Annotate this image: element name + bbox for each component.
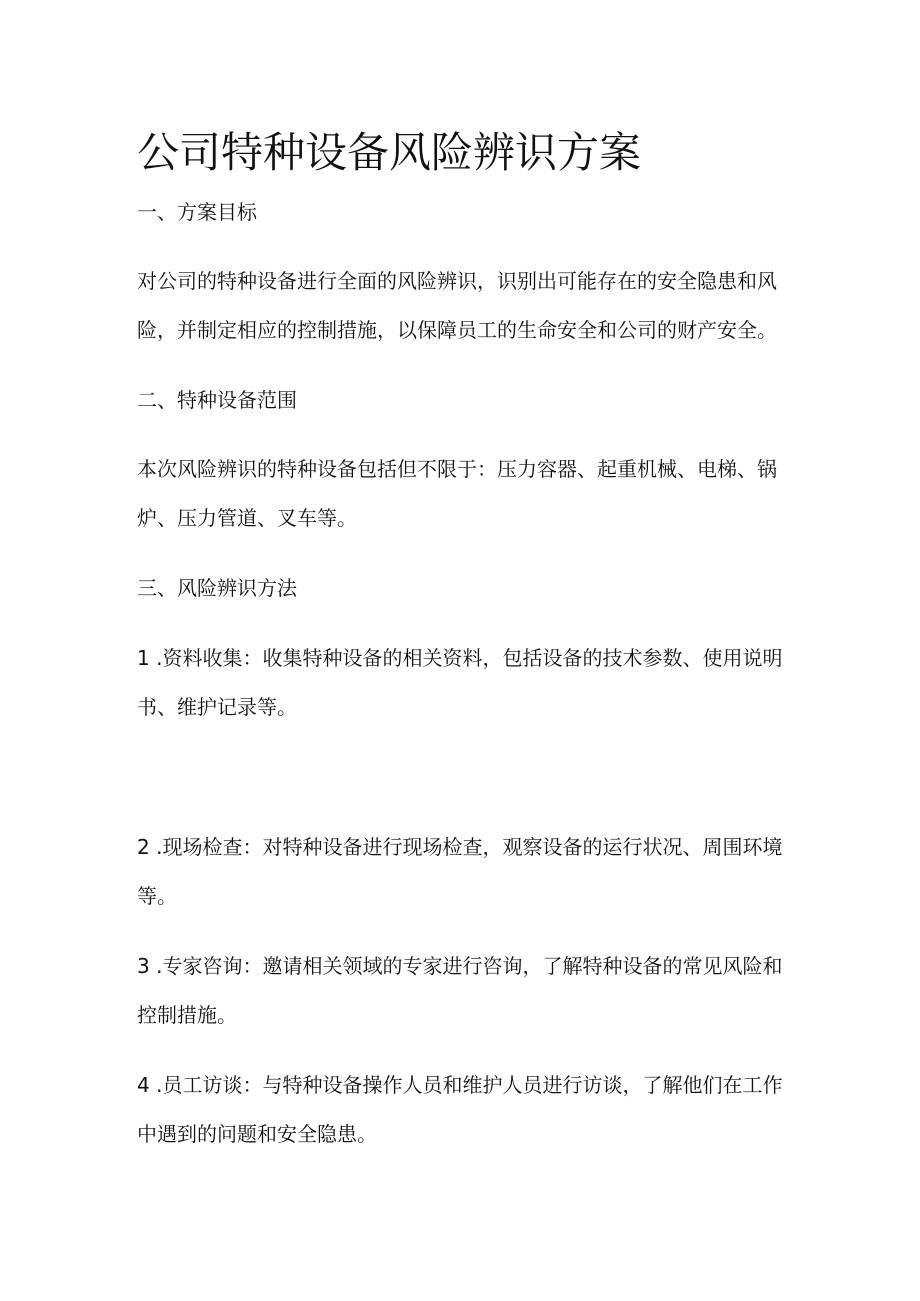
list-item-line: 2 .现场检查：对特种设备进行现场检查，观察设备的运行状况、周围环境 [137, 835, 783, 859]
paragraph-line: 对公司的特种设备进行全面的风险辨识，识别出可能存在的安全隐患和风 [137, 269, 777, 293]
list-item-line: 3 .专家咨询：邀请相关领域的专家进行咨询，了解特种设备的常见风险和 [137, 954, 783, 978]
document-title: 公司特种设备风险辨识方案 [137, 128, 642, 177]
list-item-line: 4 .员工访谈：与特种设备操作人员和维护人员进行访谈，了解他们在工作 [137, 1073, 783, 1097]
paragraph-line: 炉、压力管道、叉车等。 [137, 506, 357, 530]
list-item-line: 1 .资料收集：收集特种设备的相关资料，包括设备的技术参数、使用说明 [137, 646, 783, 670]
list-item-line: 书、维护记录等。 [137, 695, 297, 719]
section-heading-scope: 二、特种设备范围 [137, 388, 297, 412]
list-item-line: 等。 [137, 884, 177, 908]
section-heading-method: 三、风险辨识方法 [137, 576, 297, 600]
list-item-line: 中遇到的问题和安全隐患。 [137, 1122, 377, 1146]
paragraph-line: 险，并制定相应的控制措施，以保障员工的生命安全和公司的财产安全。 [137, 318, 777, 342]
section-heading-goal: 一、方案目标 [137, 200, 257, 224]
paragraph-line: 本次风险辨识的特种设备包括但不限于：压力容器、起重机械、电梯、锅 [137, 457, 777, 481]
list-item-line: 控制措施。 [137, 1003, 237, 1027]
